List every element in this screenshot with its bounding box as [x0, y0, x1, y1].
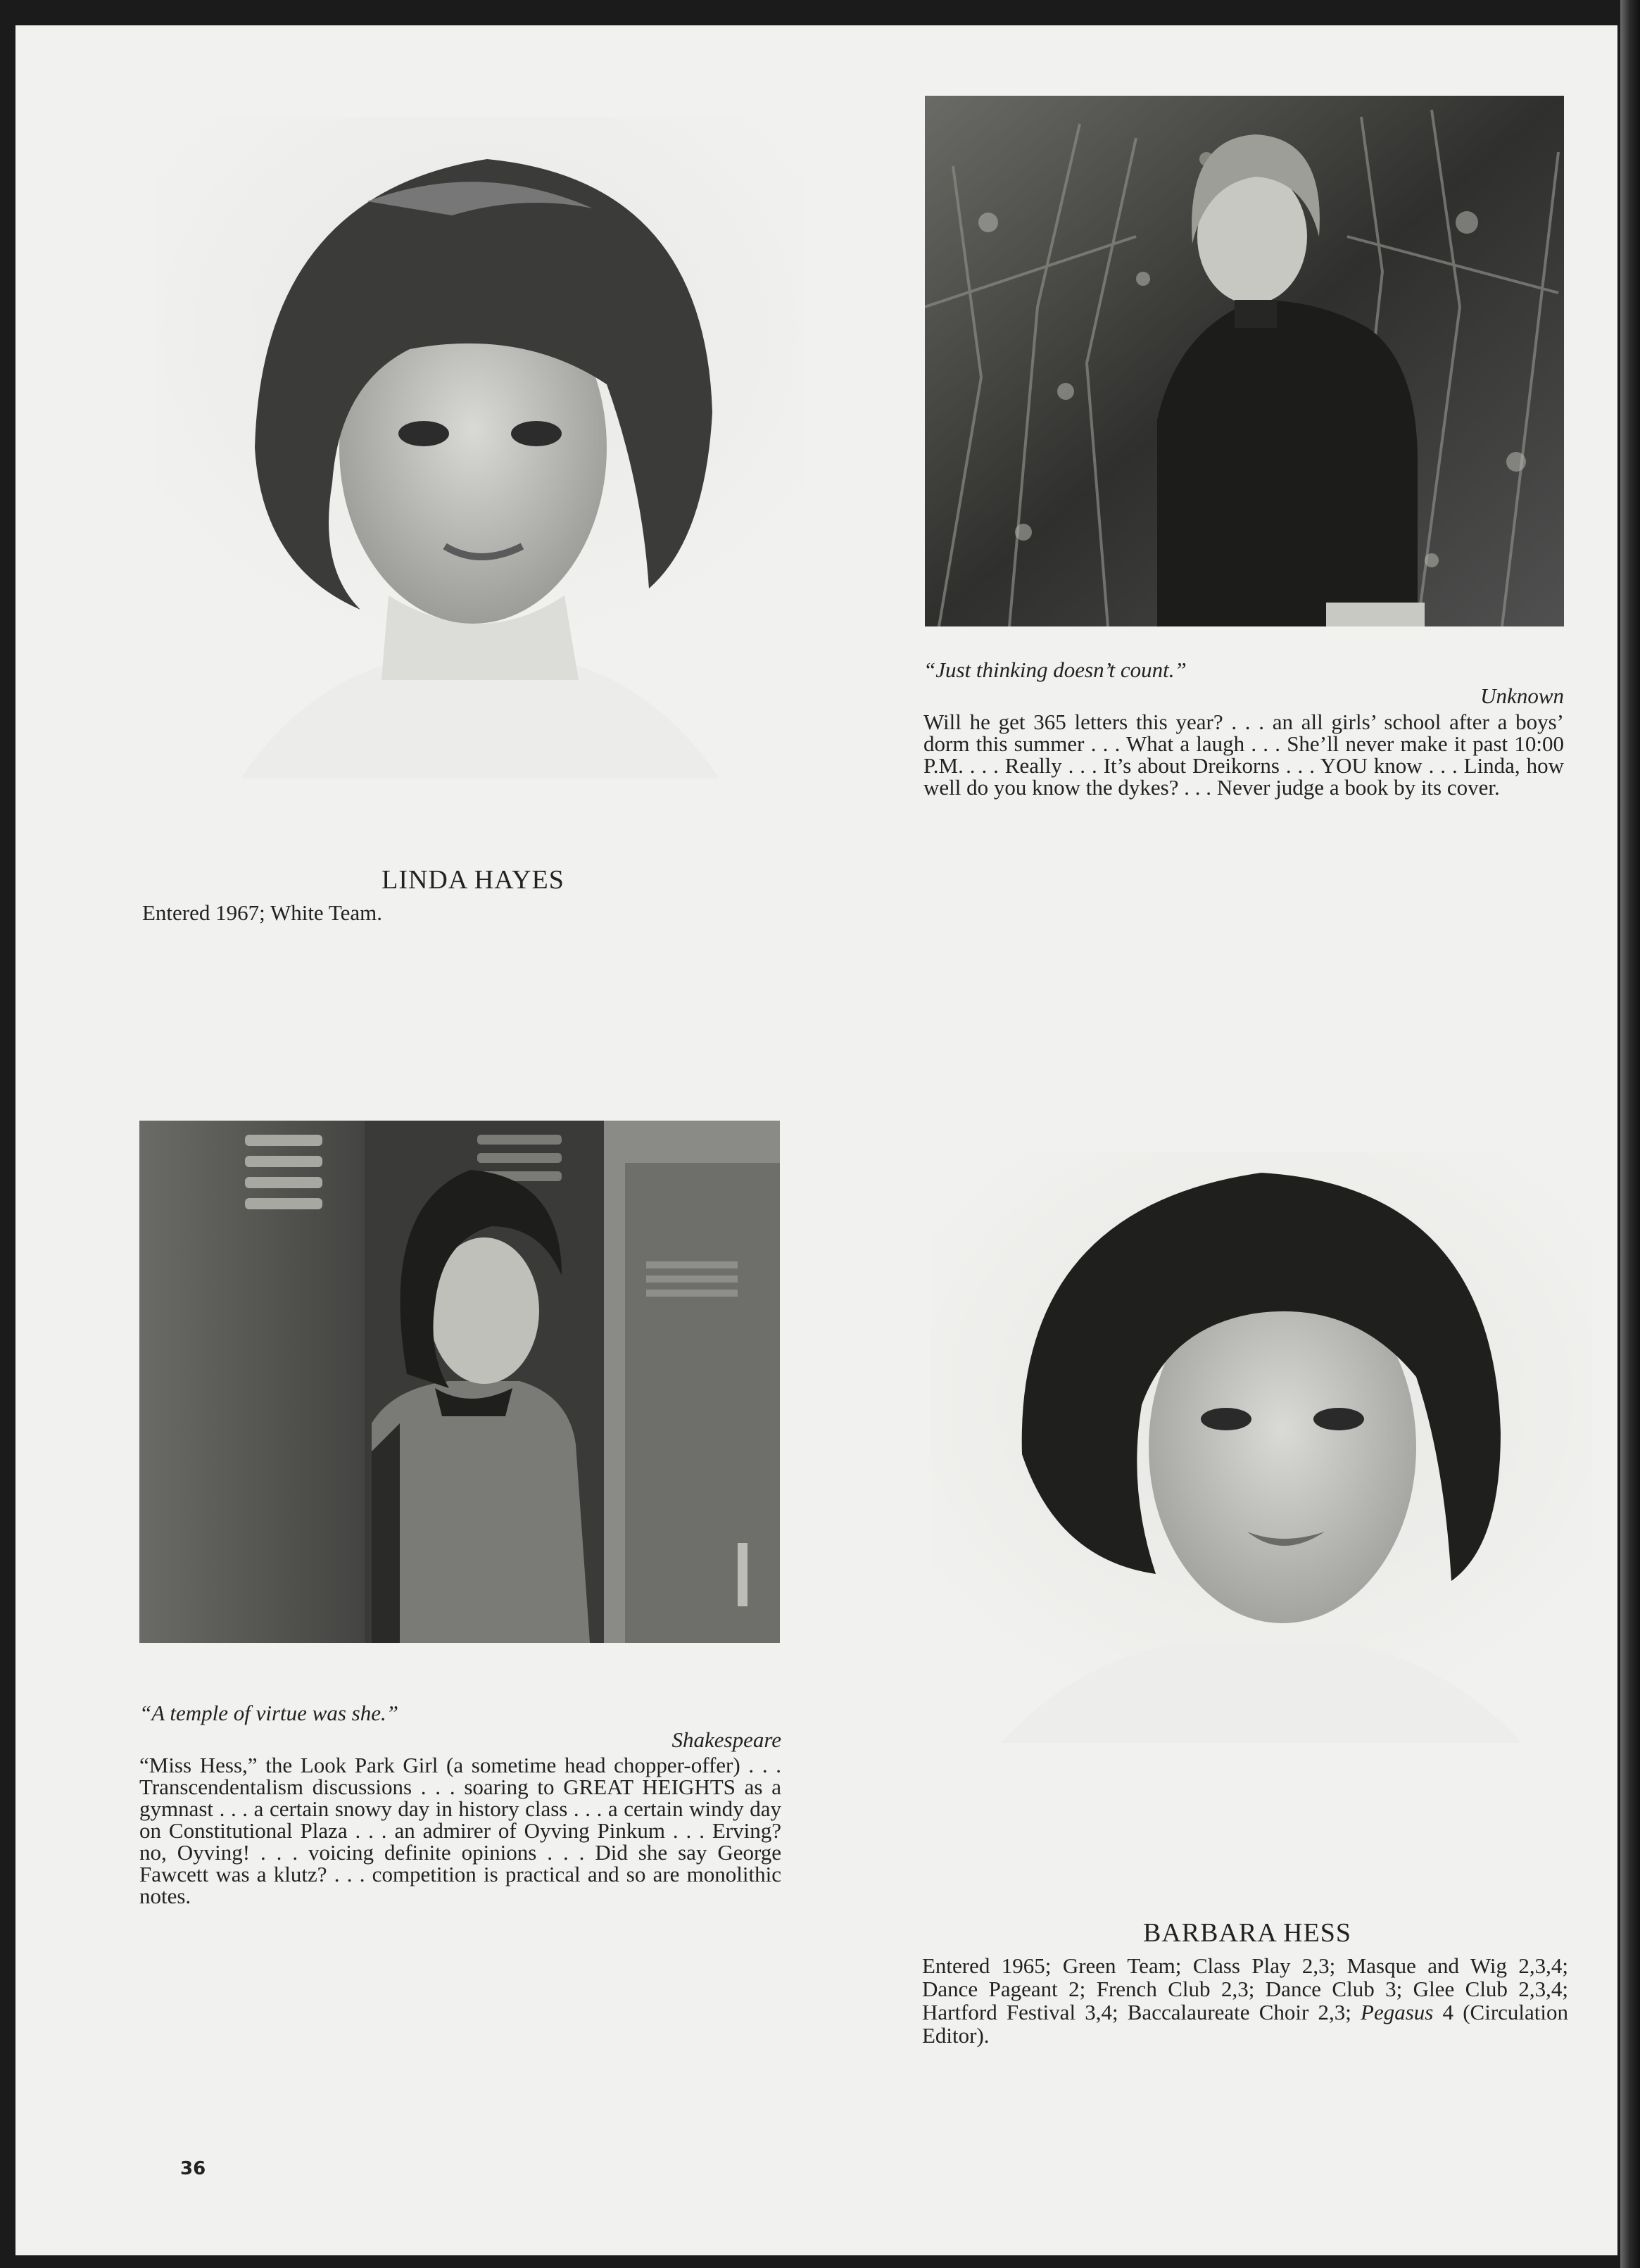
linda-hayes-name: LINDA HAYES — [381, 865, 564, 895]
barbara-hess-quote: “A temple of virtue was she.” — [139, 1701, 398, 1725]
barbara-hess-entered-tail: 4 (Circulation Editor). — [922, 2000, 1569, 2048]
yearbook-page — [15, 25, 1617, 2255]
linda-hayes-quote: “Just thinking doesn’t count.” — [923, 657, 1187, 682]
linda-hayes-candid-photo — [925, 96, 1564, 626]
pegasus-title: Pegasus — [1361, 2000, 1434, 2024]
linda-hayes-paragraph: Will he get 365 letters this year? . . . an all girls’ school after a boys’ dorm this summer . . . What a laugh . . . She’ll never make it past 10:00 P.M. . . . Really . . . It’s about Dreikorns . . . YOU know . . . Linda, how well do you know the dykes? . . . Never judge a book by its cover. — [923, 710, 1564, 800]
barbara-hess-portrait-photo — [931, 1152, 1592, 1743]
barbara-hess-paragraph: “Miss Hess,” the Look Park Girl (a sometime head chopper-offer) . . . Transcendentalism discussions . . . soaring to GREAT HEIGHTS as a gymnast . . . a certain snowy day in history class . . . a certain windy day on Constitutional Plaza . . . an admirer of Oyving Pinkum . . . Erving? no, Oyving! . . . voicing definite opinions . . . Did she say George Fawcett was a klutz? . . . competition is practical and so are monolithic notes. — [139, 1753, 781, 1908]
barbara-hess-candid-photo — [139, 1121, 780, 1643]
page-number: 36 — [180, 2158, 206, 2179]
linda-hayes-quote-author: Unknown — [1480, 683, 1564, 708]
barbara-hess-quote-author: Shakespeare — [671, 1727, 781, 1752]
barbara-hess-entered-text: Entered 1965; Green Team; Class Play 2,3; Masque and Wig 2,3,4; Dance Pageant 2; French Club 2,3; Dance Club 3; Glee Club 2,3,4; Hartford Festival 3,4; Baccalaureate Choir 2,3; — [922, 1953, 1568, 2024]
book-spine-edge — [1620, 0, 1640, 2268]
barbara-hess-name: BARBARA HESS — [1142, 1918, 1352, 1948]
barbara-hess-entered — [922, 1954, 1568, 2047]
linda-hayes-entered: Entered 1967; White Team. — [142, 900, 383, 925]
linda-hayes-portrait-photo — [156, 117, 804, 779]
